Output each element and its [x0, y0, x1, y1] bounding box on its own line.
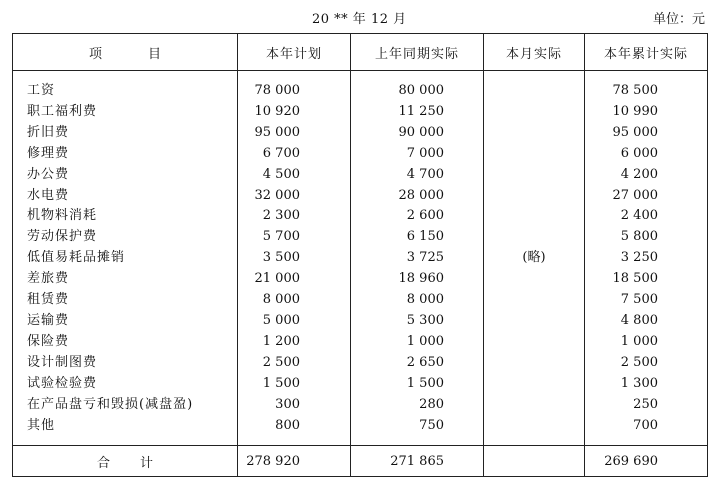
table-row — [13, 269, 708, 290]
table-row — [13, 248, 708, 269]
header-this-month: 本月实际 — [484, 34, 585, 71]
total-last-year: 271 865 — [351, 446, 484, 477]
row-cumulative: 7 500 — [585, 290, 708, 311]
row-last-year: 3 725 — [351, 248, 484, 269]
row-name: 办公费 — [13, 164, 238, 185]
table-row — [13, 395, 708, 416]
table-row — [13, 206, 708, 227]
row-last-year: 2 650 — [351, 353, 484, 374]
row-name: 劳动保护费 — [13, 227, 238, 248]
row-plan: 800 — [238, 416, 351, 437]
row-last-year: 80 000 — [351, 80, 484, 101]
table-row — [13, 332, 708, 353]
table-row — [13, 416, 708, 437]
row-cumulative: 700 — [585, 416, 708, 437]
header-last-year: 上年同期实际 — [351, 34, 484, 71]
spacer-row — [13, 437, 708, 446]
row-plan: 5 000 — [238, 311, 351, 332]
table-row — [13, 185, 708, 206]
row-plan: 6 700 — [238, 143, 351, 164]
row-last-year: 1 000 — [351, 332, 484, 353]
row-cumulative: 5 800 — [585, 227, 708, 248]
row-name: 折旧费 — [13, 122, 238, 143]
row-cumulative: 2 400 — [585, 206, 708, 227]
table-row — [13, 290, 708, 311]
row-name: 低值易耗品摊销 — [13, 248, 238, 269]
row-plan: 1 200 — [238, 332, 351, 353]
expense-table — [12, 33, 708, 477]
row-name: 水电费 — [13, 185, 238, 206]
row-cumulative: 4 200 — [585, 164, 708, 185]
row-plan: 10 920 — [238, 101, 351, 122]
total-plan: 278 920 — [238, 446, 351, 477]
row-plan: 32 000 — [238, 185, 351, 206]
row-cumulative: 6 000 — [585, 143, 708, 164]
table-row — [13, 101, 708, 122]
spacer-row — [13, 71, 708, 81]
table-row — [13, 374, 708, 395]
row-name: 租赁费 — [13, 290, 238, 311]
row-name: 差旅费 — [13, 269, 238, 290]
row-plan: 95 000 — [238, 122, 351, 143]
currency-unit: 单位：元 — [652, 12, 705, 27]
table-row — [13, 353, 708, 374]
table-row — [13, 227, 708, 248]
row-last-year: 28 000 — [351, 185, 484, 206]
row-cumulative: 4 800 — [585, 311, 708, 332]
table-row — [13, 164, 708, 185]
row-name: 机物料消耗 — [13, 206, 238, 227]
header-plan: 本年计划 — [238, 34, 351, 71]
header-cumulative: 本年累计实际 — [585, 34, 708, 71]
total-label-left: 合 — [96, 455, 110, 471]
row-plan: 1 500 — [238, 374, 351, 395]
row-last-year: 6 150 — [351, 227, 484, 248]
table-caption — [0, 8, 717, 27]
row-plan: 2 500 — [238, 353, 351, 374]
row-name: 保险费 — [13, 332, 238, 353]
row-last-year: 11 250 — [351, 101, 484, 122]
row-plan: 8 000 — [238, 290, 351, 311]
row-last-year: 18 960 — [351, 269, 484, 290]
total-this-month — [484, 446, 585, 477]
row-cumulative: 18 500 — [585, 269, 708, 290]
row-cumulative: 2 500 — [585, 353, 708, 374]
row-cumulative: 95 000 — [585, 122, 708, 143]
total-row — [13, 446, 708, 477]
row-last-year: 4 700 — [351, 164, 484, 185]
table-row — [13, 311, 708, 332]
row-plan: 300 — [238, 395, 351, 416]
row-last-year: 8 000 — [351, 290, 484, 311]
row-last-year: 90 000 — [351, 122, 484, 143]
row-last-year: 2 600 — [351, 206, 484, 227]
row-cumulative: 10 990 — [585, 101, 708, 122]
row-name: 修理费 — [13, 143, 238, 164]
row-last-year: 5 300 — [351, 311, 484, 332]
header-item — [13, 34, 238, 71]
row-cumulative: 27 000 — [585, 185, 708, 206]
row-plan: 4 500 — [238, 164, 351, 185]
this-month-note: (略) — [484, 80, 585, 436]
row-plan: 2 300 — [238, 206, 351, 227]
row-cumulative: 78 500 — [585, 80, 708, 101]
header-item-left: 项 — [88, 46, 102, 62]
row-name: 设计制图费 — [13, 353, 238, 374]
total-label-right: 计 — [140, 455, 154, 471]
header-row — [13, 34, 708, 71]
report-period: 20 ** 年 12 月 — [312, 12, 407, 27]
row-last-year: 1 500 — [351, 374, 484, 395]
row-name: 职工福利费 — [13, 101, 238, 122]
row-plan: 78 000 — [238, 80, 351, 101]
table-row — [13, 80, 708, 101]
row-last-year: 7 000 — [351, 143, 484, 164]
row-cumulative: 1 000 — [585, 332, 708, 353]
row-cumulative: 1 300 — [585, 374, 708, 395]
total-label — [13, 446, 238, 477]
table-row — [13, 122, 708, 143]
row-last-year: 280 — [351, 395, 484, 416]
row-name: 其他 — [13, 416, 238, 437]
row-plan: 5 700 — [238, 227, 351, 248]
total-cumulative: 269 690 — [585, 446, 708, 477]
table-row — [13, 143, 708, 164]
header-item-right: 目 — [148, 46, 162, 62]
row-name: 试验检验费 — [13, 374, 238, 395]
row-plan: 3 500 — [238, 248, 351, 269]
row-cumulative: 3 250 — [585, 248, 708, 269]
row-last-year: 750 — [351, 416, 484, 437]
table-body — [13, 71, 708, 446]
row-name: 工资 — [13, 80, 238, 101]
row-name: 运输费 — [13, 311, 238, 332]
row-plan: 21 000 — [238, 269, 351, 290]
row-name: 在产品盘亏和毁损(减盘盈) — [13, 395, 238, 416]
row-cumulative: 250 — [585, 395, 708, 416]
